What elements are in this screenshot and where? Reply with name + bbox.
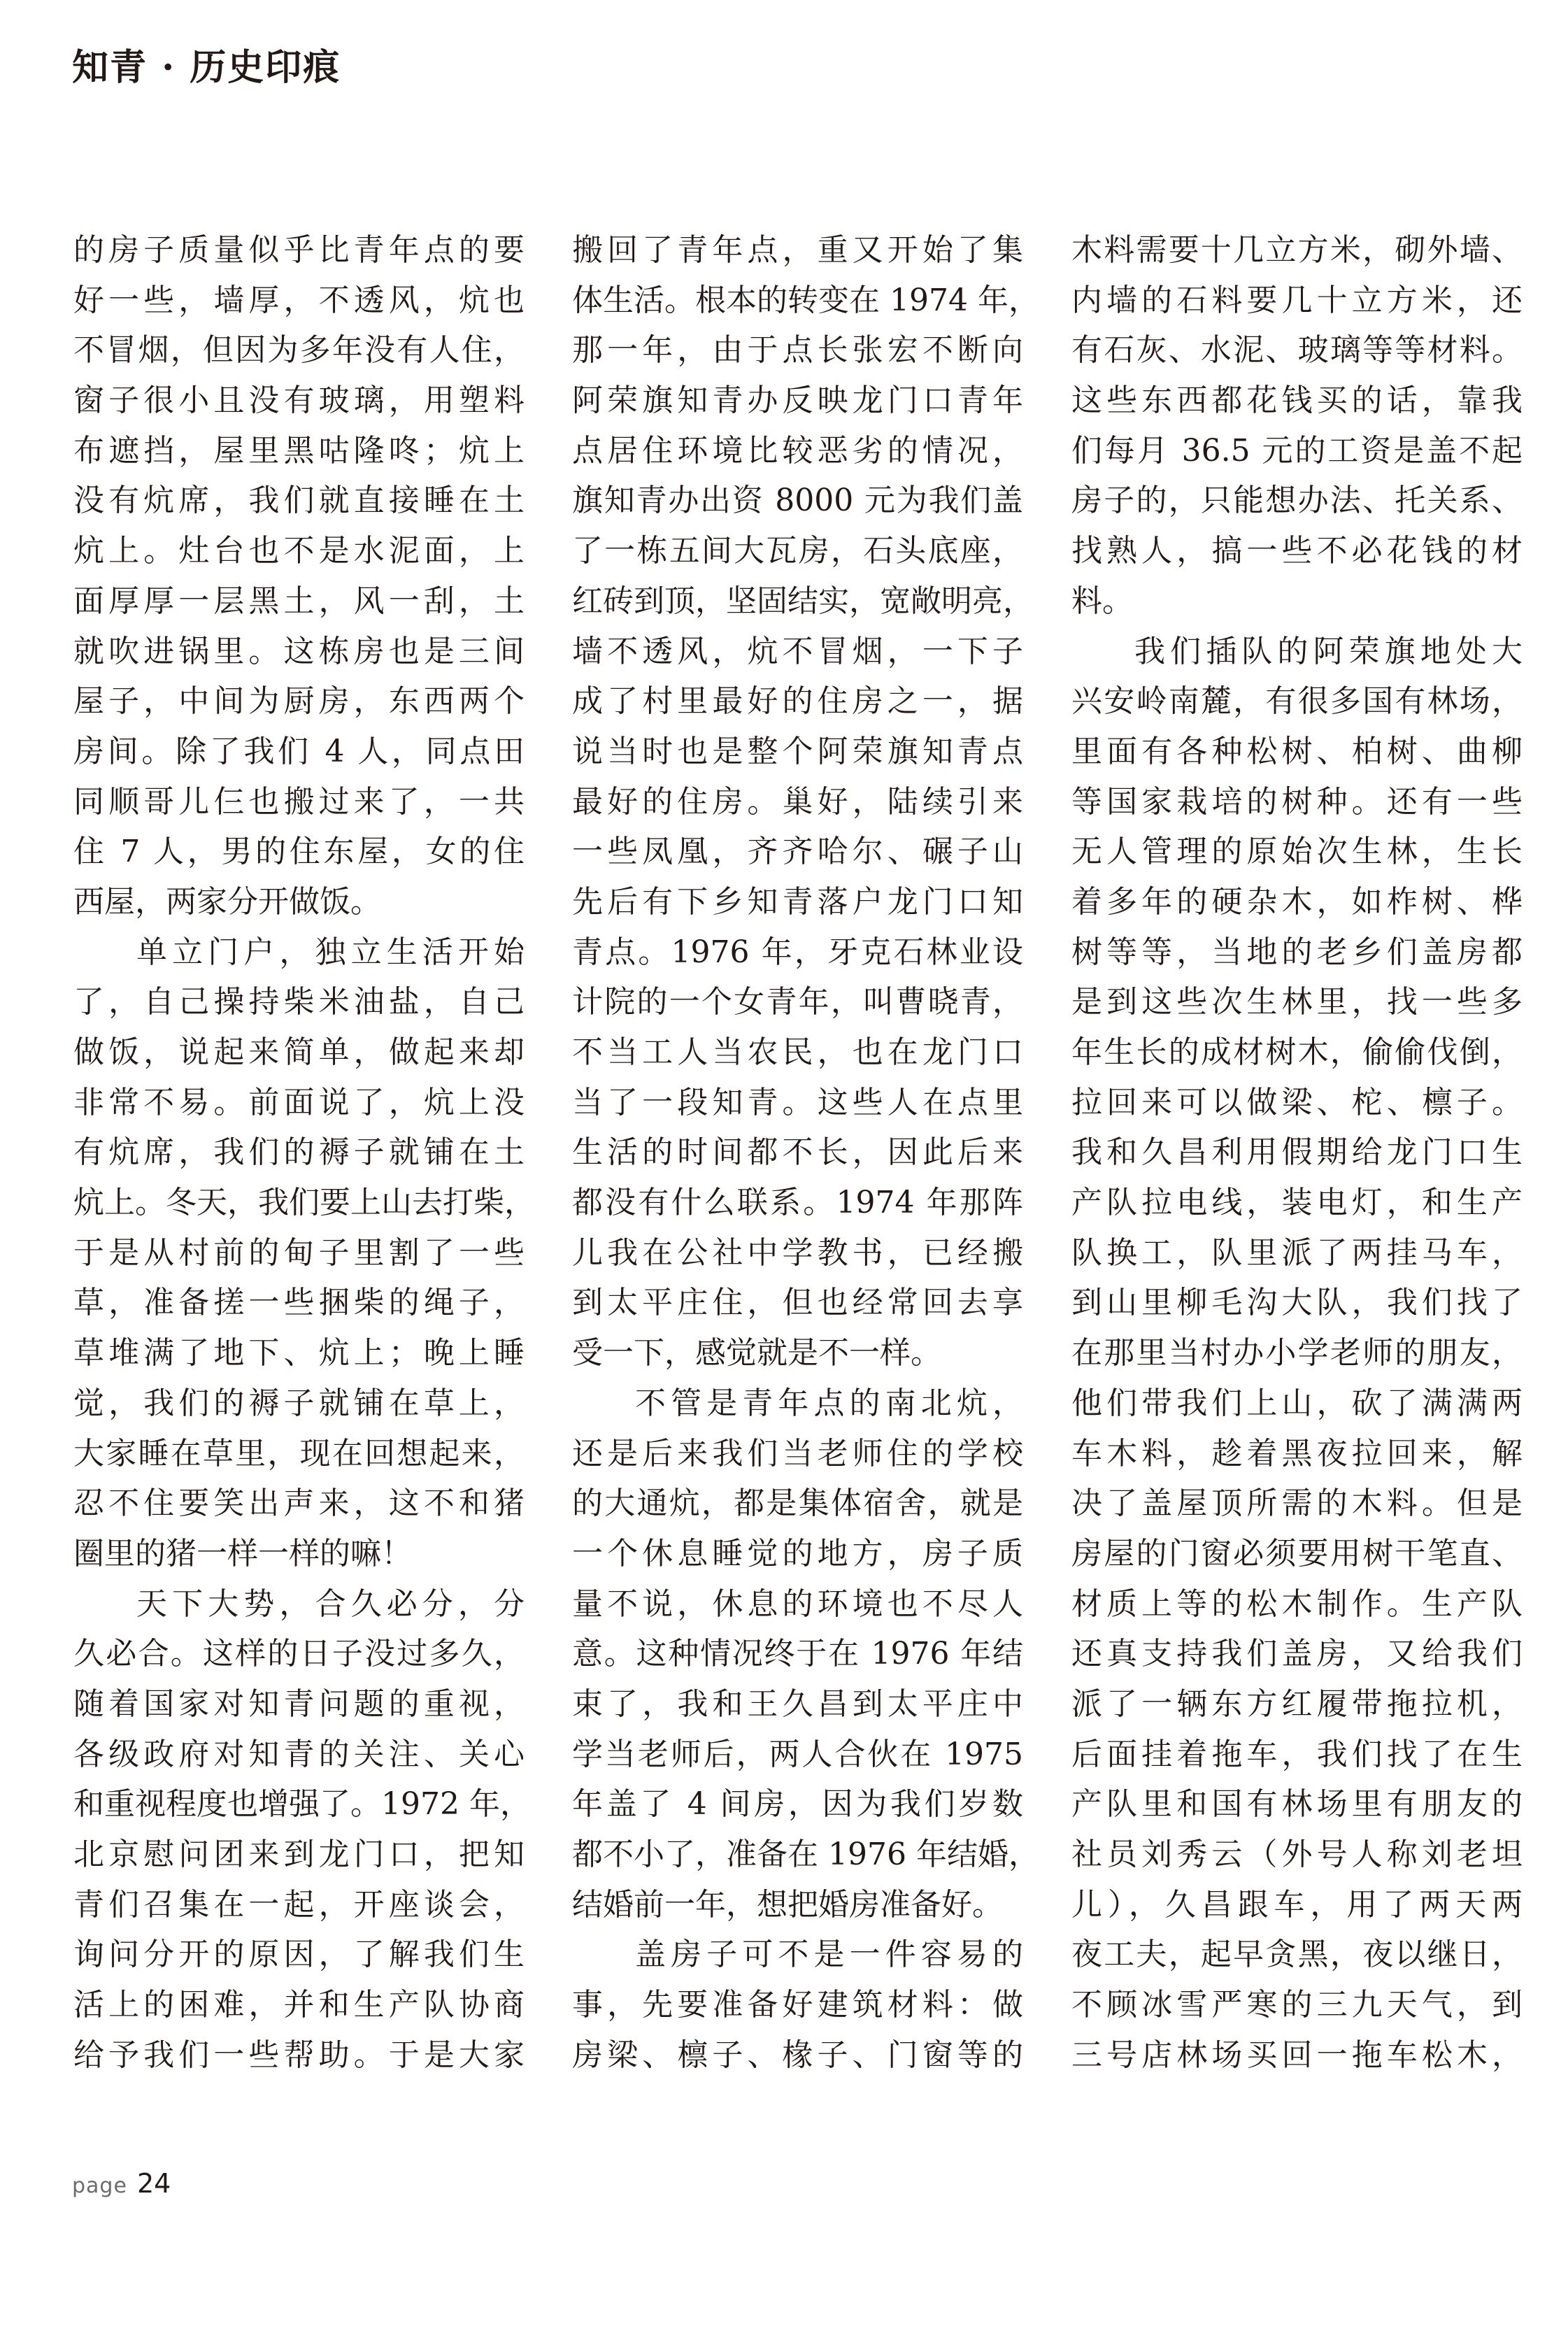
text-line: 学当老师后，两人合伙在 1975: [572, 1736, 1023, 1772]
text-line: 产队拉电线，装电灯，和生产: [1071, 1185, 1523, 1221]
text-line: 结婚前一年，想把婚房准备好。: [572, 1886, 1003, 1923]
text-line: 我和久昌利用假期给龙门口生: [1071, 1134, 1523, 1171]
text-line: 后面挂着拖车，我们找了在生: [1071, 1736, 1523, 1772]
text-line: 给予我们一些帮助。于是大家: [73, 2037, 525, 2073]
text-line: 意。这种情况终于在 1976 年结: [572, 1636, 1023, 1672]
text-line: 是到这些次生林里，找一些多: [1071, 984, 1523, 1020]
text-line: 房子的，只能想办法、托关系、: [1071, 483, 1523, 519]
text-line: 没有炕席，我们就直接睡在土: [73, 483, 525, 519]
text-line: 儿），久昌跟车，用了两天两: [1071, 1886, 1523, 1923]
text-line: 他们带我们上山，砍了满满两: [1071, 1385, 1523, 1421]
text-line: 一些凤凰，齐齐哈尔、碾子山: [572, 834, 1023, 870]
text-line: 不顾冰雪严寒的三九天气，到: [1071, 1987, 1523, 2023]
text-line: 树等等，当地的老乡们盖房都: [1071, 934, 1523, 970]
text-line: 一个休息睡觉的地方，房子质: [572, 1535, 1023, 1571]
text-line: 草堆满了地下、炕上；晚上睡: [73, 1335, 525, 1371]
text-line: 北京慰问团来到龙门口，把知: [73, 1837, 525, 1872]
text-line: 有石灰、水泥、玻璃等等材料。: [1071, 332, 1523, 369]
text-line: 了一栋五间大瓦房，石头底座，: [572, 533, 1023, 569]
text-line: 夜工夫，起早贪黑，夜以继日，: [1071, 1937, 1523, 1973]
text-line: 着多年的硬杂木，如柞树、桦: [1071, 883, 1523, 920]
text-line: 非常不易。前面说了，炕上没: [73, 1084, 525, 1120]
text-line: 体生活。根本的转变在 1974 年，: [572, 282, 1039, 318]
text-column-3: [1071, 225, 1523, 2080]
text-line: 点居住环境比较恶劣的情况，: [572, 432, 1023, 469]
text-line: 草，准备搓一些捆柴的绳子，: [73, 1285, 525, 1321]
text-line: 天下大势，合久必分，分: [136, 1585, 525, 1622]
text-column-2: [572, 225, 1039, 2080]
text-line: 生活的时间都不长，因此后来: [572, 1134, 1023, 1171]
text-line: 大家睡在草里，现在回想起来，: [73, 1435, 525, 1471]
text-line: 同顺哥儿仨也搬过来了，一共: [73, 783, 525, 820]
text-line: 就吹进锅里。这栋房也是三间: [73, 633, 525, 669]
text-line: 队换工，队里派了两挂马车，: [1071, 1234, 1523, 1271]
text-line: 圈里的猪一样一样的嘛！: [73, 1535, 412, 1571]
text-line: 年盖了 4 间房，因为我们岁数: [572, 1786, 1023, 1823]
text-line: 还是后来我们当老师住的学校: [572, 1435, 1023, 1471]
text-line: 不冒烟，但因为多年没有人住，: [73, 332, 525, 369]
text-line: 决了盖屋顶所需的木料。但是: [1071, 1485, 1523, 1522]
text-line: 久必合。这样的日子没过多久，: [73, 1636, 525, 1672]
text-line: 都不小了，准备在 1976 年结婚，: [572, 1837, 1039, 1872]
text-line: 量不说，休息的环境也不尽人: [572, 1585, 1023, 1622]
text-line: 青们召集在一起，开座谈会，: [73, 1886, 525, 1923]
text-line: 的房子质量似乎比青年点的要: [73, 232, 525, 268]
text-line: 无人管理的原始次生林，生长: [1071, 834, 1523, 870]
section-header-title: 知青 · 历史印痕: [72, 46, 341, 89]
text-line: 西屋，两家分开做饭。: [73, 883, 381, 920]
text-line: 旗知青办出资 8000 元为我们盖: [572, 483, 1023, 519]
text-line: 的大通炕，都是集体宿舍，就是: [572, 1485, 1023, 1522]
text-line: 炕上。冬天，我们要上山去打柴，: [73, 1185, 535, 1221]
text-line: 还真支持我们盖房，又给我们: [1071, 1636, 1523, 1672]
text-line: 忍不住要笑出声来，这不和猪: [73, 1485, 525, 1522]
text-line: 住 7 人，男的住东屋，女的住: [73, 834, 525, 870]
text-column-1: [73, 225, 535, 2080]
text-line: 于是从村前的甸子里割了一些: [73, 1234, 525, 1271]
text-line: 找熟人，搞一些不必花钱的材: [1071, 533, 1523, 569]
text-line: 好一些，墙厚，不透风，炕也: [73, 282, 525, 318]
text-line: 儿我在公社中学教书，已经搬: [572, 1234, 1023, 1271]
text-line: 随着国家对知青问题的重视，: [73, 1685, 525, 1722]
text-line: 里面有各种松树、柏树、曲柳: [1071, 733, 1523, 769]
text-line: 产队里和国有林场里有朋友的: [1071, 1786, 1523, 1823]
text-line: 窗子很小且没有玻璃，用塑料: [73, 383, 525, 419]
text-line: 觉，我们的褥子就铺在草上，: [73, 1385, 525, 1421]
text-line: 墙不透风，炕不冒烟，一下子: [572, 633, 1023, 669]
page-label: page: [72, 2174, 127, 2198]
text-line: 红砖到顶，坚固结实，宽敞明亮，: [572, 583, 1034, 619]
text-line: 房梁、檩子、椽子、门窗等的: [572, 2037, 1023, 2073]
text-line: 搬回了青年点，重又开始了集: [572, 232, 1023, 268]
text-line: 成了村里最好的住房之一，据: [572, 683, 1023, 720]
text-line: 在那里当村办小学老师的朋友，: [1071, 1335, 1523, 1371]
text-line: 各级政府对知青的关注、关心: [73, 1736, 525, 1772]
text-line: 先后有下乡知青落户龙门口知: [572, 883, 1023, 920]
text-line: 拉回来可以做梁、柁、檩子。: [1071, 1084, 1523, 1120]
text-line: 盖房子可不是一件容易的: [635, 1937, 1023, 1973]
text-line: 青点。1976 年，牙克石林业设: [572, 934, 1023, 970]
text-line: 派了一辆东方红履带拖拉机，: [1071, 1685, 1523, 1722]
text-line: 我们插队的阿荣旗地处大: [1134, 633, 1523, 669]
text-line: 不管是青年点的南北炕，: [635, 1385, 1023, 1421]
text-line: 不当工人当农民，也在龙门口: [572, 1034, 1023, 1070]
text-line: 材质上等的松木制作。生产队: [1071, 1585, 1523, 1622]
text-line: 炕上。灶台也不是水泥面，上: [73, 533, 525, 569]
text-line: 都没有什么联系。1974 年那阵: [572, 1185, 1023, 1221]
text-line: 房间。除了我们 4 人，同点田: [73, 733, 525, 769]
text-line: 束了，我和王久昌到太平庄中: [572, 1685, 1023, 1722]
text-line: 房屋的门窗必须要用树干笔直、: [1071, 1535, 1523, 1571]
text-line: 最好的住房。巢好，陆续引来: [572, 783, 1023, 820]
text-line: 到山里柳毛沟大队，我们找了: [1071, 1285, 1523, 1321]
text-line: 活上的困难，并和生产队协商: [73, 1987, 525, 2023]
text-line: 年生长的成材树木，偷偷伐倒，: [1071, 1034, 1523, 1070]
text-line: 木料需要十几立方米，砌外墙、: [1071, 232, 1523, 268]
text-line: 计院的一个女青年，叫曹晓青，: [572, 984, 1023, 1020]
text-line: 内墙的石料要几十立方米，还: [1071, 282, 1523, 318]
text-line: 社员刘秀云（外号人称刘老坦: [1071, 1837, 1523, 1872]
text-line: 当了一段知青。这些人在点里: [572, 1084, 1023, 1120]
text-line: 们每月 36.5 元的工资是盖不起: [1071, 432, 1523, 469]
text-line: 那一年，由于点长张宏不断向: [572, 332, 1023, 369]
text-line: 兴安岭南麓，有很多国有林场，: [1071, 683, 1523, 720]
page-footer: [72, 2168, 171, 2199]
text-line: 说当时也是整个阿荣旗知青点: [572, 733, 1023, 769]
text-line: 这些东西都花钱买的话，靠我: [1071, 383, 1523, 419]
text-line: 事，先要准备好建筑材料：做: [572, 1987, 1023, 2023]
text-line: 到太平庄住，但也经常回去享: [572, 1285, 1023, 1321]
text-line: 单立门户，独立生活开始: [136, 934, 525, 970]
text-line: 三号店林场买回一拖车松木，: [1071, 2037, 1523, 2073]
text-line: 受一下，感觉就是不一样。: [572, 1335, 941, 1371]
text-line: 车木料，趁着黑夜拉回来，解: [1071, 1435, 1523, 1471]
page-number: 24: [136, 2168, 171, 2199]
text-line: 面厚厚一层黑土，风一刮，土: [73, 583, 525, 619]
text-line: 和重视程度也增强了。1972 年，: [73, 1786, 531, 1823]
text-line: 料。: [1071, 583, 1133, 619]
text-line: 布遮挡，屋里黑咕隆咚；炕上: [73, 432, 525, 469]
text-line: 了，自己操持柴米油盐，自己: [73, 984, 525, 1020]
text-line: 做饭，说起来简单，做起来却: [73, 1034, 525, 1070]
text-line: 阿荣旗知青办反映龙门口青年: [572, 383, 1023, 419]
text-line: 等国家栽培的树种。还有一些: [1071, 783, 1523, 820]
text-line: 屋子，中间为厨房，东西两个: [73, 683, 525, 720]
text-line: 有炕席，我们的褥子就铺在土: [73, 1134, 525, 1171]
text-line: 询问分开的原因，了解我们生: [73, 1937, 525, 1973]
